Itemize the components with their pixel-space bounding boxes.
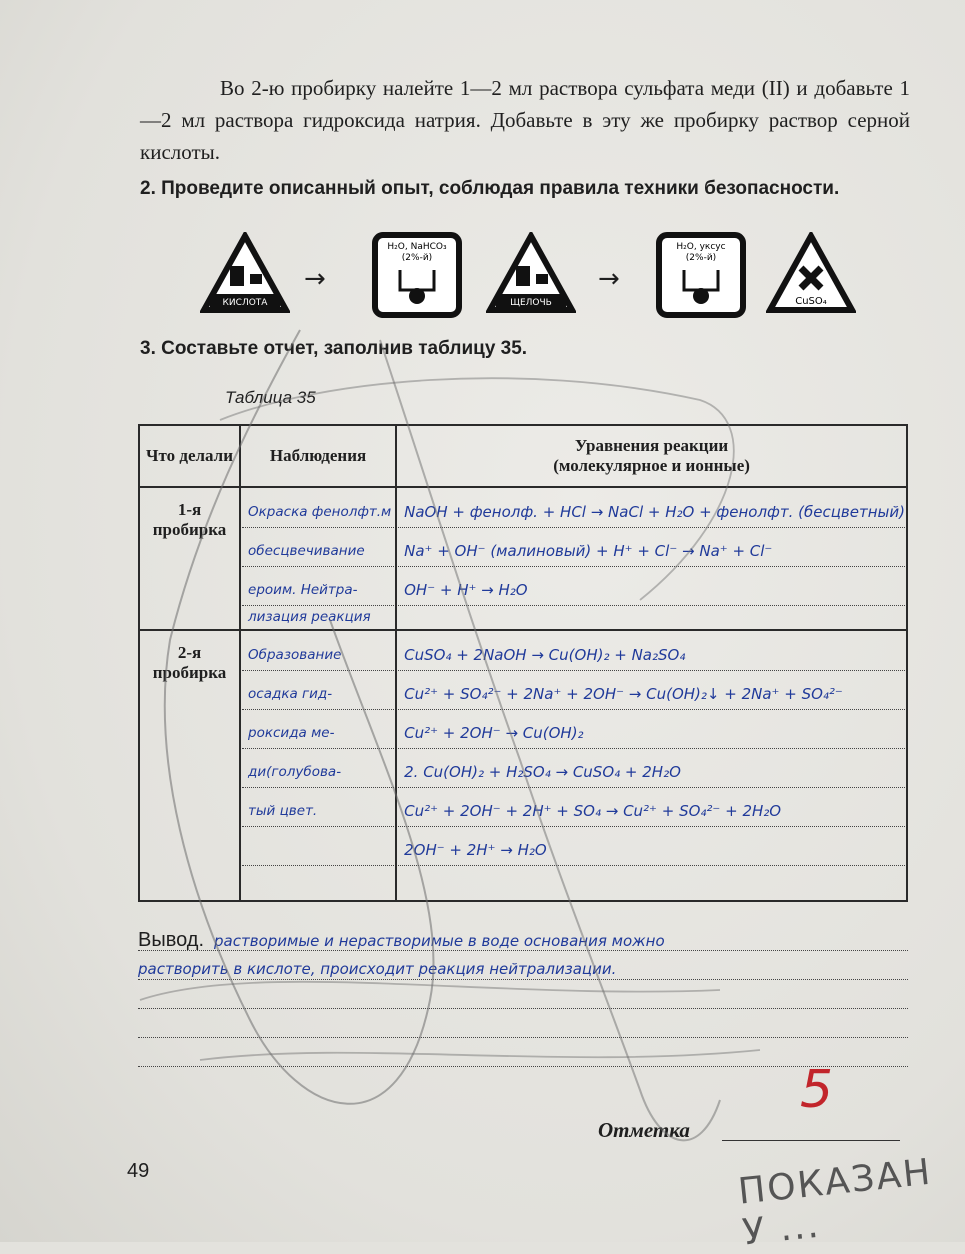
conclusion-line-empty	[138, 980, 908, 1009]
row2-eq-line: Cu²⁺ + 2OH⁻ → Cu(OH)₂	[398, 710, 905, 749]
instruction-paragraph: Во 2-ю пробирку налейте 1—2 мл раствора сульфата меди (II) и добавьте 1—2 мл раствора гидроксида натрия. Добавьте в эту же пробирку раствор серной кислоты.	[140, 76, 910, 164]
table-caption: Таблица 35	[225, 388, 316, 407]
row2-observations[interactable]	[240, 630, 396, 901]
row1-eq-line: OH⁻ + H⁺ → H₂O	[398, 567, 905, 606]
row2-label: 2-я пробирка	[139, 630, 240, 901]
conclusion-line-empty	[138, 1038, 908, 1067]
row2-obs-line: Образование	[242, 632, 394, 671]
wash1-line2: (2%-й)	[401, 253, 433, 263]
row2-eq-line: 2OH⁻ + 2H⁺ → H₂O	[398, 827, 905, 866]
row1-label: 1-я пробирка	[139, 487, 240, 630]
header-equations	[396, 425, 907, 487]
acid-label: КИСЛОТА	[222, 298, 268, 308]
row2-obs-line: ди(голубова-	[242, 749, 394, 788]
row1-obs-line: лизация реакция	[248, 609, 371, 625]
header-what: Что делали	[139, 425, 240, 487]
mark-label: Отметка	[598, 1118, 690, 1142]
task-2-heading: 2. Проведите описанный опыт, соблюдая правила техники безопасности.	[140, 178, 840, 199]
row1-observations[interactable]	[240, 487, 396, 630]
wash2-line2: (2%-й)	[685, 253, 717, 263]
row1-obs-line: обесцвечивание	[242, 528, 394, 567]
task-3-heading: 3. Составьте отчет, заполнив таблицу 35.	[140, 338, 528, 359]
alkali-label: ЩЕЛОЧЬ	[510, 298, 552, 308]
arrow-icon: →	[598, 264, 620, 294]
row2-eq-line: 2. Cu(OH)₂ + H₂SO₄ → CuSO₄ + 2H₂O	[398, 749, 905, 788]
arrow-icon: →	[304, 264, 326, 294]
row2-equations[interactable]	[396, 630, 907, 901]
safety-icons	[200, 232, 860, 322]
alkali-warning-icon	[486, 232, 576, 314]
conclusion-line-empty	[138, 1009, 908, 1038]
row1-eq-line: Na⁺ + OH⁻ (малиновый) + H⁺ + Cl⁻ → Na⁺ + Cl⁻	[398, 528, 905, 567]
wash-soda-icon	[372, 232, 462, 318]
header-eq-line1: Уравнения реакции	[574, 436, 729, 455]
row1-obs-line: ероим. Нейтра-	[242, 567, 394, 606]
row2-obs-line: осадка гид-	[242, 671, 394, 710]
conclusion-block[interactable]	[138, 922, 908, 1067]
wash2-line1: H₂O, уксус	[676, 242, 726, 252]
row2-eq-line: CuSO₄ + 2NaOH → Cu(OH)₂ + Na₂SO₄	[398, 632, 905, 671]
row1-equations[interactable]	[396, 487, 907, 630]
conclusion-line-2: растворить в кислоте, происходит реакция нейтрализации.	[138, 951, 908, 980]
header-observations: Наблюдения	[240, 425, 396, 487]
conclusion-label: Вывод.	[138, 929, 205, 951]
page-number: 49	[127, 1160, 150, 1182]
acid-warning-icon	[200, 232, 290, 314]
row2-eq-line: Cu²⁺ + 2OH⁻ + 2H⁺ + SO₄ → Cu²⁺ + SO₄²⁻ + 2H₂O	[398, 788, 905, 827]
cuso4-harmful-icon	[766, 232, 856, 314]
row1-eq-line: NaOH + фенолф. + HCl → NaCl + H₂O + фенолфт. (бесцветный)	[398, 489, 905, 528]
row2-obs-line-empty	[242, 827, 394, 866]
conclusion-text-1: растворимые и нерастворимые в воде основания можно	[214, 932, 665, 950]
mark-line	[722, 1140, 900, 1141]
row1-obs-line: Окраска фенолфт.м	[242, 489, 394, 528]
row2-obs-line: тый цвет.	[242, 788, 394, 827]
row2-obs-line: роксида ме-	[242, 710, 394, 749]
report-table	[138, 424, 908, 902]
grade-mark: 5	[800, 1060, 834, 1120]
margin-note: ПОКАЗАН У ...	[736, 1151, 934, 1254]
wash1-line1: H₂O, NaHCO₃	[387, 242, 447, 252]
cuso4-label: CuSO₄	[795, 296, 827, 307]
header-eq-line2: (молекулярное и ионные)	[553, 456, 750, 475]
conclusion-line-1	[138, 922, 908, 951]
wash-vinegar-icon	[656, 232, 746, 318]
row2-eq-line: Cu²⁺ + SO₄²⁻ + 2Na⁺ + 2OH⁻ → Cu(OH)₂↓ + 2Na⁺ + SO₄²⁻	[398, 671, 905, 710]
